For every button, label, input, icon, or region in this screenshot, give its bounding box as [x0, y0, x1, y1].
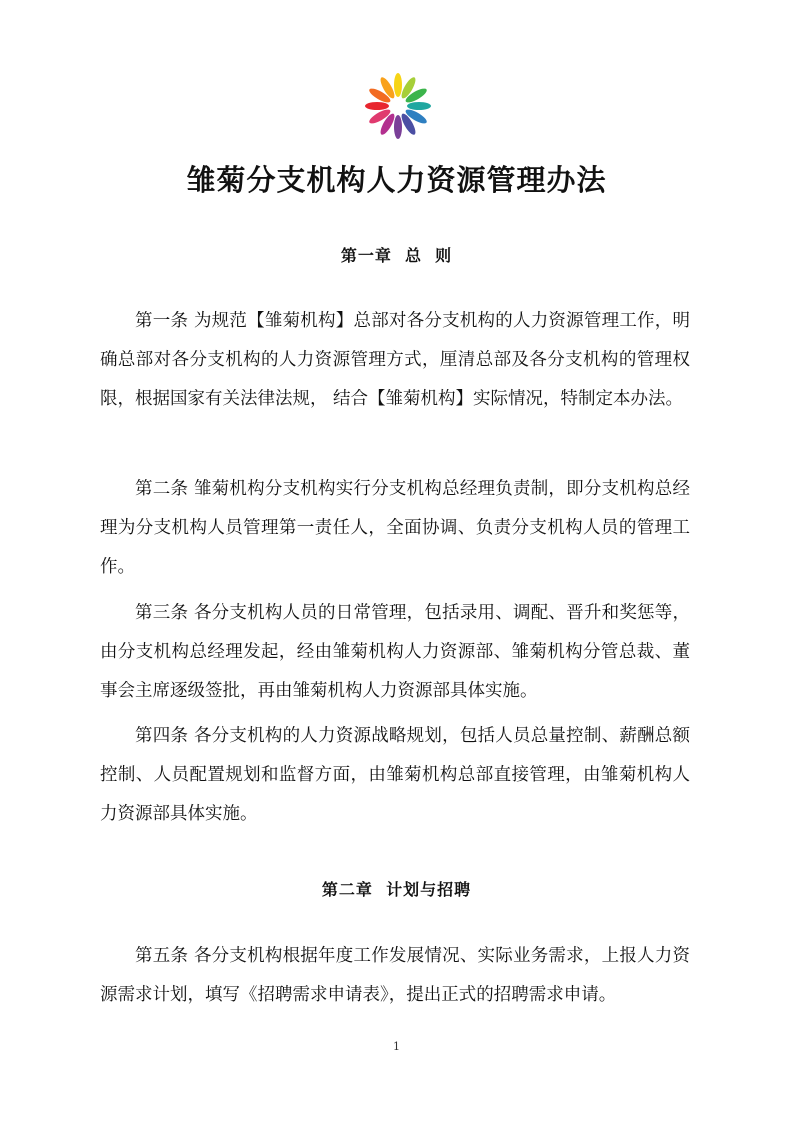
article-4: 第四条 各分支机构的人力资源战略规划，包括人员总量控制、薪酬总额控制、人员配置规划和监督方面，由雏菊机构总部直接管理，由雏菊机构人力资源部具体实施。	[100, 726, 690, 824]
article-3: 第三条 各分支机构人员的日常管理，包括录用、调配、晋升和奖惩等，由分支机构总经理发起，经由雏菊机构人力资源部、雏菊机构分管总裁、董事会主席逐级签批，再由雏菊机构人力资源部具体实施。	[100, 603, 690, 701]
article-2: 第二条 雏菊机构分支机构实行分支机构总经理负责制，即分支机构总经理为分支机构人员管理第一责任人，全面协调、负责分支机构人员的管理工作。	[100, 479, 690, 577]
daisy-logo-icon	[362, 70, 434, 142]
logo-petal	[365, 102, 389, 110]
logo-petal	[394, 73, 402, 97]
chapter-heading-1: 第一章 总 则	[340, 246, 453, 265]
article-1: 第一条 为规范【雏菊机构】总部对各分支机构的人力资源管理工作，明确总部对各分支机构的人力资源管理方式，厘清总部及各分支机构的管理权限，根据国家有关法律法规， 结合【雏菊机构】实际情况，特制定本办法。	[100, 311, 690, 409]
document-title: 雏菊分支机构人力资源管理办法	[186, 163, 607, 197]
page-number: 1	[393, 1040, 400, 1053]
logo-petal	[394, 115, 402, 139]
logo-petal	[407, 102, 431, 110]
article-5: 第五条 各分支机构根据年度工作发展情况、实际业务需求，上报人力资源需求计划，填写《招聘需求申请表》，提出正式的招聘需求申请。	[100, 946, 690, 1005]
chapter-heading-2: 第二章 计划与招聘	[321, 880, 472, 899]
